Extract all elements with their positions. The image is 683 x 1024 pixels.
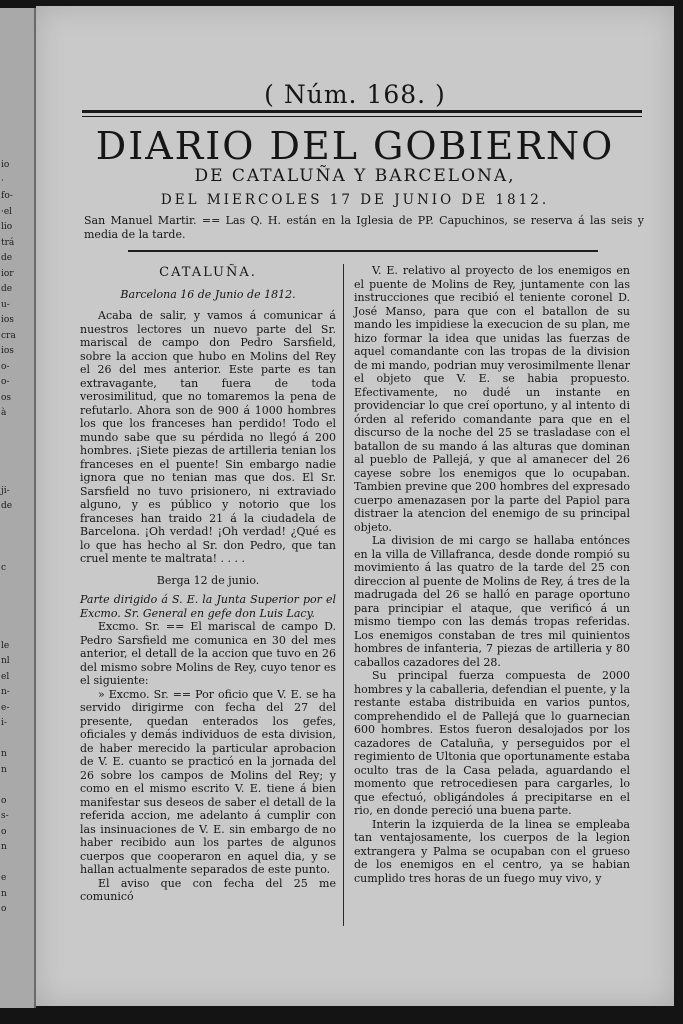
right-column bbox=[354, 264, 630, 885]
article-paragraph: V. E. relativo al proyecto de los enemigos en el puente de Molins de Rey, juntamente con las instrucciones que recibió el teniente coronel D. José Manso, para que con el batallon de su mando les impidiese la execucion de su plan, me hizo formar la idea que unidas las fuerzas de aquel comandante con las tropas de la division de mi mando, podrian muy verosimilmente llenar el objeto que V. E. se habia propuesto. Efectivamente, no dudé un instante en providenciar lo que creí oportuno, y al intento di órden al referido comandante para que en el discurso de la noche del 25 se trasladase con el batallon de su mando á las alturas que dominan al pueblo de Pallejá, y que al amanecer del 26 cayese sobre los enemigos que lo ocupaban. Tambien previne que 200 hombres del expresado cuerpo amenazasen por la parte del Papiol para distraer la atencion del enemigo de su principal objeto. bbox=[354, 264, 630, 534]
left-page-fragment: ·el bbox=[1, 206, 13, 217]
article-dateline-2: Berga 12 de junio. bbox=[156, 573, 260, 587]
article-paragraph: Acaba de salir, y vamos á comunicar á nuestros lectores un nuevo parte del Sr. mariscal de campo don Pedro Sarsfield, sobre la accion que hubo en Molins del Rey el 26 del mes anterior. Este parte es tan extravagante, tan fuera de toda verosimilitud, que no tomaremos la pena de refutarlo. Ahora son de 900 á 1000 hombres los que los franceses han perdido! Todo el mundo sabe que su pérdida no llegó á 200 hombres. ¡Siete piezas de artilleria tenian los franceses en el puente! Sin embargo nadie ignora que no tenian mas que dos. El Sr. Sarsfield no tuvo prisionero, ni extraviado alguno, y es público y notorio que los franceses han traido 21 á la ciudadela de Barcelona. ¡Oh verdad! ¡Oh verdad! ¿Qué es lo que has hecho al Sr. don Pedro, que tan cruel mente te maltrata! . . . . bbox=[80, 309, 336, 565]
left-page-fragment: os bbox=[1, 392, 12, 403]
left-page-fragment: n bbox=[1, 888, 7, 899]
left-page-fragment: u- bbox=[1, 299, 10, 310]
adjacent-left-page bbox=[0, 8, 36, 1008]
left-page-fragment: el bbox=[1, 671, 10, 682]
left-page-fragment: e- bbox=[1, 702, 10, 713]
left-page-fragment bbox=[0, 623, 34, 639]
left-page-fragment: lio bbox=[1, 222, 13, 232]
column-rule bbox=[343, 264, 344, 926]
article-dateline: Barcelona 16 de Junio de 1812. bbox=[120, 287, 296, 301]
left-page-fragment bbox=[0, 468, 34, 484]
left-page-fragment: à bbox=[1, 408, 7, 418]
left-page-fragment: n bbox=[1, 764, 7, 775]
left-page-fragment: n bbox=[1, 842, 7, 852]
left-page-fragment: s- bbox=[1, 811, 9, 821]
masthead-subtitle: DE CATALUÑA Y BARCELONA, bbox=[194, 166, 516, 186]
left-page-fragment: de bbox=[1, 253, 13, 263]
left-page-fragment: o bbox=[1, 795, 7, 806]
section-divider bbox=[128, 250, 598, 252]
article-paragraph: » Excmo. Sr. == Por oficio que V. E. se ha servido dirigirme con fecha del 27 del presente, quedan enterados los gefes, oficiales y demás individuos de esta division, de haber merecido la particular aprobacion de V. E. cuanto se practicó en la jornada del 26 sobre los campos de Molins del Rey; y como en el mismo escrito V. E. tiene á bien manifestar sus deseos de saber el detall de la referida accion, me adelanto á cumplir con las insinuaciones de V. E. sin embargo de no haber recibido aun los partes de algunos cuerpos que cooperaron en aquel dia, y se hallan actualmente separados de este punto. bbox=[80, 687, 336, 876]
left-page-fragment bbox=[0, 437, 34, 453]
article-paragraph: El aviso que con fecha del 25 me comunicó bbox=[80, 876, 336, 903]
article-paragraph: Excmo. Sr. == El mariscal de campo D. Pedro Sarsfield me comunica en 30 del mes anterior, el detall de la accion que tuvo en 26 del mismo sobre Molins de Rey, cuyo tenor es el siguiente: bbox=[80, 620, 336, 687]
left-page-fragment: i- bbox=[1, 718, 7, 728]
left-page-fragment: o bbox=[1, 904, 7, 914]
article-paragraph: Interin la izquierda de la linea se empleaba tan ventajosamente, los cuerpos de la legion extrangera y Palma se ocupaban con el grueso de los enemigos en el centro, ya se habian cumplido tres horas de un fuego muy vivo, y bbox=[354, 817, 630, 885]
left-page-fragment: le bbox=[1, 640, 10, 651]
left-page-fragment: ios bbox=[1, 346, 14, 356]
left-page-fragment: nl bbox=[1, 656, 10, 666]
section-title: CATALUÑA. bbox=[159, 265, 257, 280]
left-page-fragment: o- bbox=[1, 361, 10, 372]
left-page-fragment: cra bbox=[1, 330, 16, 341]
left-page-fragment: ios bbox=[1, 315, 14, 325]
article-paragraph: Su principal fuerza compuesta de 2000 hombres y la caballeria, defendian el puente, y la restante estaba distribuida en varios puntos, comprehendido el de Pallejá que lo guarnecian 600 hombres. Estos fueron desalojados por los cazadores de Cataluña, y perseguidos por el regimiento de Ultonia que oportunamente estaba oculto tras de la Casa pelada, aguardando el momento que retrocediesen para cargarles, lo que efectuó, obligándoles á precipitarse en el rio, en donde pereció una buena parte. bbox=[354, 669, 630, 817]
report-heading: Parte dirigido á S. E. la Junta Superior por el Excmo. Sr. General en gefe don Luis Lacy. bbox=[80, 593, 336, 620]
left-page-fragment: o bbox=[1, 826, 7, 837]
header-rule bbox=[82, 110, 642, 113]
left-page-fragment: e bbox=[1, 873, 7, 883]
left-page-fragment bbox=[0, 592, 34, 608]
left-page-fragment bbox=[0, 422, 34, 438]
left-page-fragment: de bbox=[1, 284, 13, 294]
saint-notice: San Manuel Martir. == Las Q. H. están en la Iglesia de PP. Capuchinos, se reserva á las seis y media de la tarde. bbox=[84, 214, 644, 241]
header-rule-thin bbox=[82, 116, 642, 117]
left-page-fragment bbox=[0, 546, 34, 562]
masthead-title: DIARIO DEL GOBIERNO bbox=[95, 124, 615, 168]
article-paragraph: La division de mi cargo se hallaba entónces en la villa de Villafranca, desde donde rompió su movimiento á las quatro de la tarde del 25 con direccion al puente de Molins de Rey, á tres de la madrugada del 26 se halló en parage oportuno para principiar el ataque, que verificó á un mismo tiempo con las demás tropas referidas. Los enemigos constaban de tres mil quinientos hombres de infanteria, 7 piezas de artilleria y 80 caballos cazadores del 28. bbox=[354, 534, 630, 669]
left-page-fragment bbox=[0, 778, 34, 794]
left-page-fragment bbox=[0, 453, 34, 469]
left-page-fragment: ji- bbox=[1, 485, 10, 496]
left-page-fragment: · bbox=[1, 175, 4, 186]
left-page-fragment: c bbox=[1, 563, 7, 573]
left-column bbox=[80, 264, 336, 904]
left-page-fragment: de bbox=[1, 501, 13, 511]
left-page-fragment: o- bbox=[1, 377, 10, 387]
left-page-fragment: n- bbox=[1, 687, 10, 697]
left-page-fragment bbox=[0, 577, 34, 593]
left-page-fragment: trá bbox=[1, 237, 15, 248]
left-page-fragment bbox=[0, 515, 34, 531]
left-page-fragment bbox=[0, 856, 34, 872]
left-page-fragment bbox=[0, 608, 34, 624]
left-page-fragment: io bbox=[1, 160, 10, 170]
left-page-fragment: fo- bbox=[1, 191, 13, 201]
left-page-fragment: n bbox=[1, 749, 7, 759]
issue-number: ( Núm. 168. ) bbox=[264, 80, 446, 109]
newspaper-page bbox=[36, 6, 674, 1006]
left-page-fragment bbox=[0, 732, 34, 748]
issue-dateline: DEL MIERCOLES 17 DE JUNIO DE 1812. bbox=[160, 192, 550, 208]
left-page-fragment bbox=[0, 530, 34, 546]
left-page-fragment: ior bbox=[1, 268, 14, 279]
